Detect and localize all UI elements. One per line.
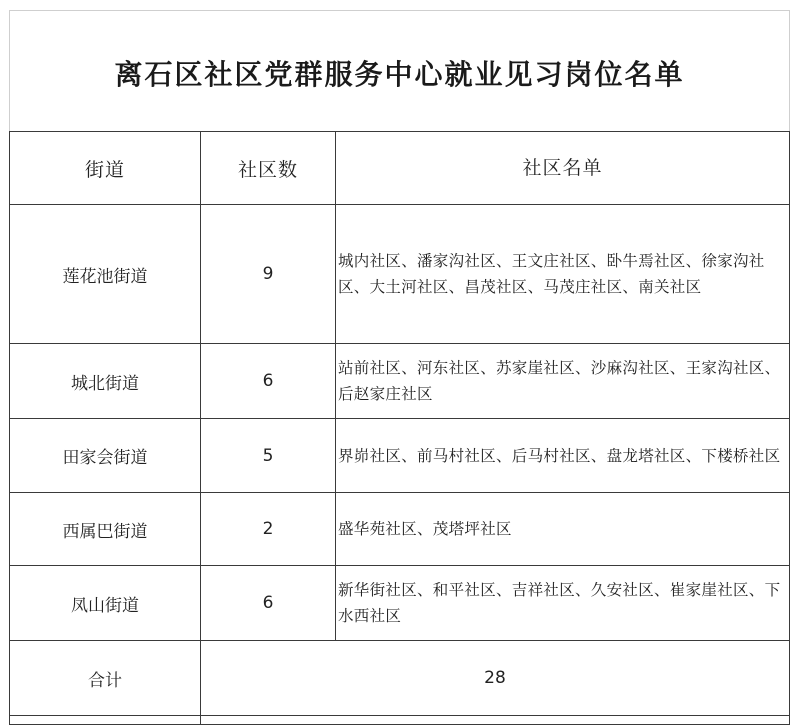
names-cell: 新华街社区、和平社区、吉祥社区、久安社区、崔家崖社区、下水西社区 <box>336 566 790 641</box>
document-title: 离石区社区党群服务中心就业见习岗位名单 <box>114 58 685 91</box>
table-row <box>10 205 790 344</box>
count-cell: 2 <box>201 493 336 566</box>
table-footer-edge <box>10 716 790 725</box>
street-cell: 田家会街道 <box>10 419 201 493</box>
table-row <box>10 566 790 641</box>
names-cell: 界峁社区、前马村社区、后马村社区、盘龙塔社区、下楼桥社区 <box>336 419 790 493</box>
names-cell: 盛华苑社区、茂塔坪社区 <box>336 493 790 566</box>
table-row <box>10 344 790 419</box>
footer-edge-cell <box>10 716 201 725</box>
street-cell: 西属巴街道 <box>10 493 201 566</box>
count-cell: 5 <box>201 419 336 493</box>
header-names: 社区名单 <box>336 132 790 205</box>
table-row <box>10 419 790 493</box>
header-count: 社区数 <box>201 132 336 205</box>
street-cell: 凤山街道 <box>10 566 201 641</box>
count-cell: 6 <box>201 566 336 641</box>
community-table <box>9 131 790 725</box>
table-header-row <box>10 132 790 205</box>
footer-edge-cell <box>201 716 790 725</box>
table-row <box>10 493 790 566</box>
total-label: 合计 <box>10 641 201 716</box>
header-street: 街道 <box>10 132 201 205</box>
names-cell: 城内社区、潘家沟社区、王文庄社区、卧牛焉社区、徐家沟社区、大土河社区、昌茂社区、马茂庄社区、南关社区 <box>336 205 790 344</box>
names-cell: 站前社区、河东社区、苏家崖社区、沙麻沟社区、王家沟社区、后赵家庄社区 <box>336 344 790 419</box>
street-cell: 莲花池街道 <box>10 205 201 344</box>
street-cell: 城北街道 <box>10 344 201 419</box>
count-cell: 9 <box>201 205 336 344</box>
total-value: 28 <box>201 641 790 716</box>
count-cell: 6 <box>201 344 336 419</box>
total-row <box>10 641 790 716</box>
